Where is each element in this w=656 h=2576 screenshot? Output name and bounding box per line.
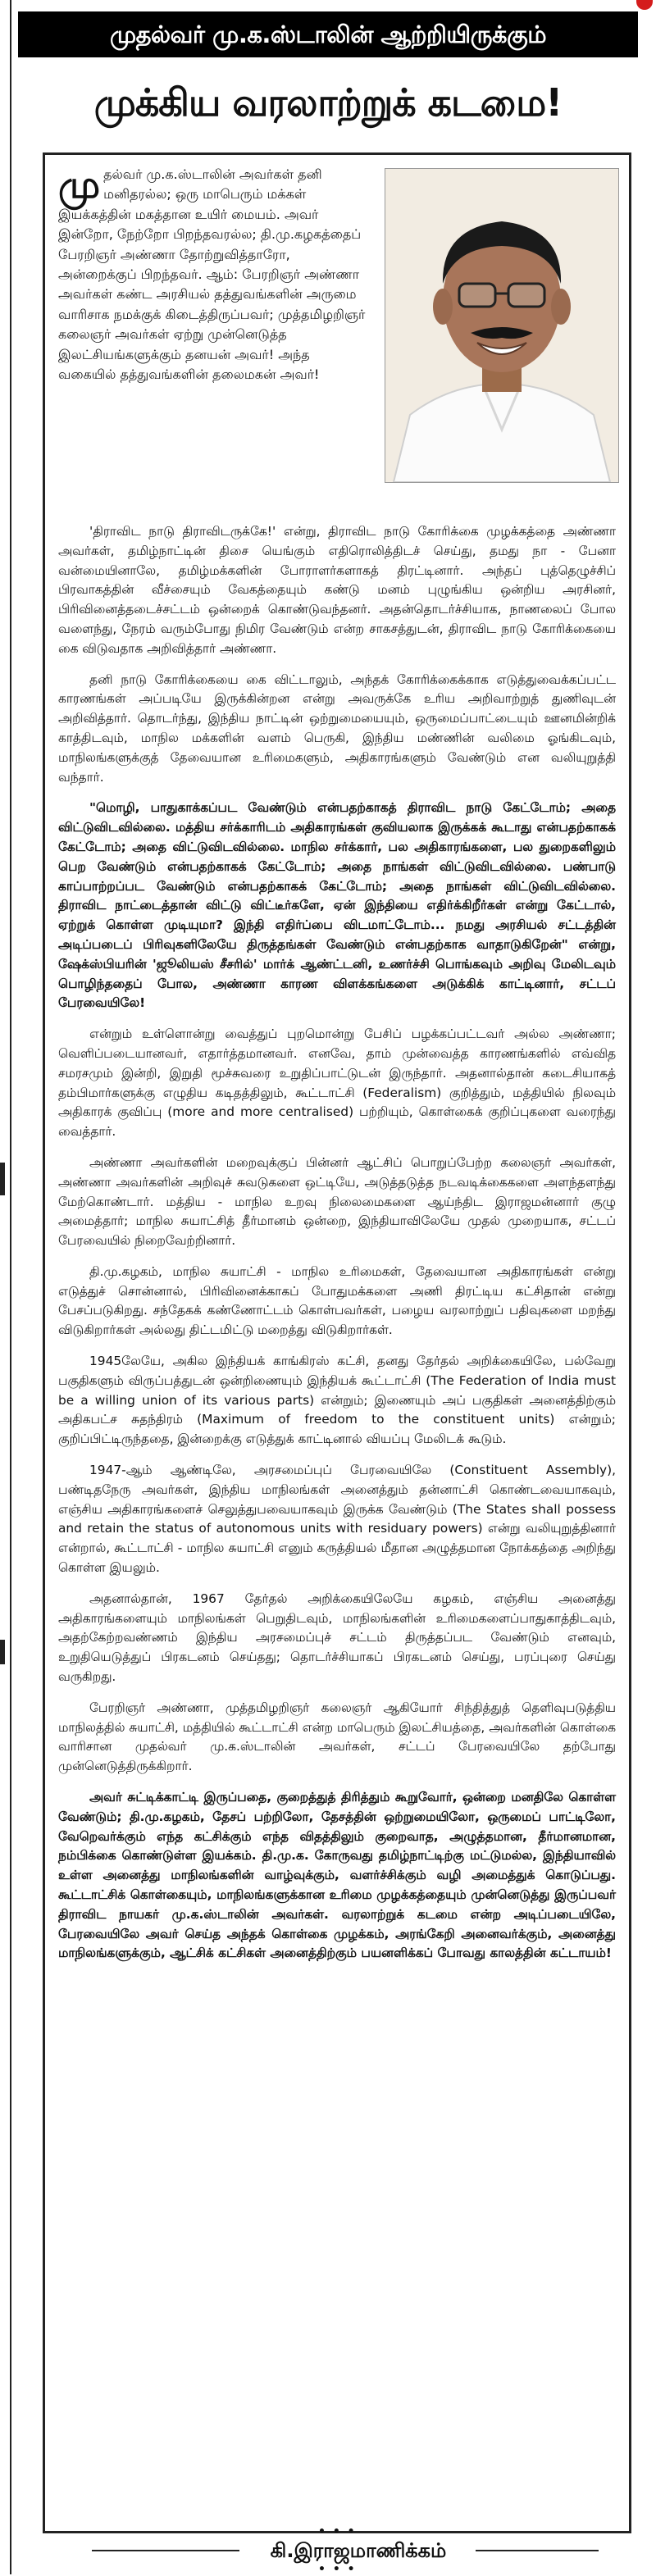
article-paragraph: 1947-ஆம் ஆண்டிலே, அரசமைப்புப் பேரவையிலே (Constituent Assembly), பண்டிதநேரு அவர்கள், இந்திய மாநிலங்கள் அனைத்தும் தன்னாட்சி கொண்டவையாகவும், எஞ்சிய அதிகாரங்களைச் செலுத்துபவையாகவும் இருக்க வேண்டும் (The States shall possess and retain the status of autonomous units with residuary powers) என்று வலியுறுத்தினார் என்றால், கூட்டாட்சி - மாநில சுயாட்சி எனும் கருத்தியல் மீதான அழுத்தமான நோக்கத்தை அறிந்து கொள்ள இயலும். [58, 1463, 616, 1576]
portrait-illustration [385, 169, 618, 482]
left-margin-mark [0, 1163, 5, 1195]
red-corner-tab [636, 0, 653, 10]
drop-cap: மு [58, 165, 101, 207]
byline-rule-left [92, 2550, 239, 2551]
headline: முக்கிய வரலாற்றுக் கடமை! [93, 80, 563, 125]
article-paragraph: என்றும் உள்ளொன்று வைத்துப் புறமொன்று பேசிப் பழக்கப்பட்டவர் அல்ல அண்ணா; வெளிப்படையானவர், எதார்த்தமானவர். எனவே, தாம் முன்வைத்த காரணங்களில் எவ்வித சமரசமும் இன்றி, இறுதி மூச்சுவரை உறுதிப்பாட்டுடன் இருந்தார். அதனால்தான் கடைசியாகத் தம்பிமார்களுக்கு எழுதிய கடிதத்திலும், கூட்டாட்சி (Federalism) குறித்தும், மத்தியில் நிலவும் அதிகாரக் குவிப்பு (more and more centralised) பற்றியும், கொள்கைக் குறிப்புகளை வரைந்து வைத்தார். [58, 1026, 616, 1140]
article-box [43, 152, 631, 2533]
left-page-border [0, 0, 11, 2574]
left-margin-mark [0, 1640, 5, 1664]
quote-paragraph: "மொழி, பாதுகாக்கப்பட வேண்டும் என்பதற்காகத் திராவிட நாடு கேட்டோம்; அதை விட்டுவிடவில்லை. மத்திய சர்க்காரிடம் அதிகாரங்கள் குவியலாக இருக்கக் கூடாது என்பதற்காகக் கேட்டோம்; அதை விட்டுவிடவில்லை. மாநில சர்க்கார், பல அதிகாரங்களை, பல துறைகளிலும் பெற வேண்டும் என்பதற்காகக் கேட்டோம்; அதை நாங்கள் விட்டுவிடவில்லை. பண்பாடு காப்பாற்றப்பட வேண்டும் என்பதற்காகக் கேட்டோம்; அதை நாங்கள் விட்டுவிடவில்லை. திராவிட நாட்டைத்தான் விட்டு விட்டீர்களே, ஏன் இந்தியை எதிர்க்கிறீர்கள் என்று கேட்டால், ஏற்றுக் கொள்ள முடியுமா? இந்தி எதிர்ப்பை விடமாட்டோம்... நமது அரசியல் சட்டத்தின் அடிப்படைப் பிரிவுகளிலேயே திருத்தங்கள் வேண்டும் என்பதற்காக வாதாடுகிறேன்" என்று, ஷேக்ஸ்பியரின் 'ஜூலியஸ் சீசரில்' மார்க் ஆண்ட்டனி, உணர்ச்சி பொங்கவும் அறிவு மேலிடவும் பொழிந்ததைப் போல, அண்ணா காரண விளக்கங்களை அடுக்கிக் காட்டினார், சட்டப் பேரவையிலே! [58, 800, 616, 1011]
article-paragraph: அண்ணா அவர்களின் மறைவுக்குப் பின்னர் ஆட்சிப் பொறுப்பேற்ற கலைஞர் அவர்கள், அண்ணா அவர்களின் அறிவுச் சுவடுகளை ஒட்டியே, அடுத்தடுத்த நடவடிக்கைகளை அளந்தளந்து மேற்கொண்டார். மத்திய - மாநில உறவு நிலைமைகளை ஆய்ந்திட இராஜமன்னார் குழு அமைத்தார்; மாநில சுயாட்சித் தீர்மானம் ஒன்றை, இந்தியாவிலேயே முதல் முறையாக, சட்டப் பேரவையில் நிறைவேற்றினார். [58, 1154, 616, 1249]
kicker-banner: முதல்வர் மு.க.ஸ்டாலின் ஆற்றியிருக்கும் [18, 11, 638, 57]
byline-rule-right [476, 2550, 599, 2551]
article-paragraph: தி.மு.கழகம், மாநில சுயாட்சி - மாநில உரிமைகள், தேவையான அதிகாரங்கள் என்று எடுத்துச் சொன்னால், பிரிவினைக்காகப் போதுமக்களை அணி திரட்டிய கட்சிதான் என்று பேசப்படுகிறது. சந்தேகக் கண்ணோட்டம் கொள்பவர்கள், பழைய வரலாற்றுப் பதிவுகளை மறந்து விடுகிறார்கள் அல்லது திட்டமிட்டு மறைத்து விடுகிறார்கள். [58, 1263, 616, 1338]
closing-paragraph: அவர் சுட்டிக்காட்டி இருப்பதை, குறைத்துத் திரித்தும் கூறுவோர், ஒன்றை மனதிலே கொள்ள வேண்டும்; தி.மு.கழகம், தேசப் பற்றிலோ, தேசத்தின் ஒற்றுமையிலோ, ஒருமைப் பாட்டிலோ, வேறெவர்க்கும் எந்த கட்சிக்கும் எந்த விதத்திலும் குறைவாத, அழுத்தமான, தீர்மானமான, நம்பிக்கை கொண்டுள்ள இயக்கம். தி.மு.க. கோருவது தமிழ்நாட்டிற்கு மட்டுமல்ல, இந்தியாவில் உள்ள அனைத்து மாநிலங்களின் வாழ்வுக்கும், வளர்ச்சிக்கும் வழி அமைத்துக் கொடுப்பது. கூட்டாட்சிக் கொள்கையும், மாநிலங்களுக்கான உரிமை முழக்கத்தையும் முன்னெடுத்து இருப்பவர் திராவிட நாயகர் மு.க.ஸ்டாலின் அவர்கள். வரலாற்றுக் கடமை என்ற அடிப்படையிலே, பேரவையிலே அவர் செய்த அந்தக் கொள்கை முழக்கம், அரங்கேறி அனைவர்க்கும், அனைத்து மாநிலங்களுக்கும், ஆட்சிக் கட்சிகள் அனைத்திற்கும் பயனளிக்கப் போவது காலத்தின் கட்டாயம்! [58, 1790, 616, 1961]
article-body [58, 522, 616, 1975]
author-name: கி.இராஜமாணிக்கம் [270, 2539, 447, 2562]
separator-dots: • • • [318, 2525, 357, 2538]
byline [43, 2535, 631, 2566]
portrait-photo [385, 168, 619, 483]
article-paragraph: பேரறிஞர் அண்ணா, முத்தமிழறிஞர் கலைஞர் ஆகியோர் சிந்தித்துத் தெளிவுபடுத்திய மாநிலத்தில் சுயாட்சி, மத்தியில் கூட்டாட்சி என்ற மாபெரும் இலட்சியத்தை, அவர்களின் கொள்கை வாரிசான முதல்வர் மு.க.ஸ்டாலின் அவர்கள், சட்டப் பேரவையிலே தற்போது முன்னெடுத்திருக்கிறார். [58, 1700, 616, 1774]
article-paragraph: தனி நாடு கோரிக்கையை கை விட்டாலும், அந்தக் கோரிக்கைக்காக எடுத்துவைக்கப்பட்ட காரணங்கள் அப்படியே இருக்கின்றன என்று அவருக்கே உரிய அறிவாற்றுத் துணிவுடன் அறிவித்தார். தொடர்ந்து, இந்திய நாட்டின் ஒற்றுமையையும், ஒருமைப்பாட்டையும் ஊனமின்றிக் காத்திடவும், மாநில மக்களின் வளம் பெருகி, இந்திய மண்ணின் வலிமை ஓங்கிடவும், மாநிலங்களுக்குத் தேவையான உரிமைகளும், அதிகாரங்களும் வேண்டும் என வலியுறுத்தி வந்தார். [58, 671, 616, 785]
intro-paragraph [58, 165, 370, 509]
intro-text: தல்வர் மு.க.ஸ்டாலின் அவர்கள் தனி மனிதரல்ல; ஒரு மாபெரும் மக்கள் இயக்கத்தின் மகத்தான உயிர் மையம். அவர் இன்றோ, நேற்றோ பிறந்தவரல்ல; தி.மு.கழகத்தைப் பேரறிஞர் அண்ணா தோற்றுவித்தாரோ, அன்றைக்குப் பிறந்தவர். ஆம்: பேரறிஞர் அண்ணா அவர்கள் கண்ட அரசியல் தத்துவங்களின் அருமை வாரிசாக நமக்குக் கிடைத்திருப்பவர்; முத்தமிழறிஞர் கலைஞர் அவர்கள் ஏற்று முன்னெடுத்த இலட்சியங்களுக்கும் தனயன் அவர்! அந்த வகையில் தத்துவங்களின் தலைமகன் அவர்! [58, 166, 366, 383]
article-paragraph: 'திராவிட நாடு திராவிடருக்கே!' என்று, திராவிட நாடு கோரிக்கை முழக்கத்தை அண்ணா அவர்கள், தமிழ்நாட்டின் திசை யெங்கும் எதிரொலித்திடச் செய்து, தமது நா - பேனா வன்மையினாலே, தமிழ்மக்களின் போராளர்களாகத் திரட்டினார். அந்தப் புத்தெழுச்சிப் பிரவாகத்தின் வீச்சையும் வேகத்தையும் கண்டு மனம் புழுங்கிய ஒன்றிய அரசினர், பிரிவினைத்தடைச்சட்டம் ஒன்றைக் கொண்டுவந்தனர். அதன்தொடர்ச்சியாக, நாணலைப் போல வளைந்து, நேரம் வரும்போது நிமிர வேண்டும் என்ற சாகசத்துடன், திராவிட நாடு கோரிக்கையை கை விடுவதாக அறிவித்தார் அண்ணா. [58, 524, 616, 656]
article-paragraph: அதனால்தான், 1967 தேர்தல் அறிக்கையிலேயே கழகம், எஞ்சிய அனைத்து அதிகாரங்களையும் மாநிலங்கள் பெறுதிடவும், மாநிலங்களின் உரிமைகளைப்பாதுகாத்திடவும், அதற்கேற்றவண்ணம் இந்திய அரசமைப்புச் சட்டம் திருத்தப்பட வேண்டும் எனவும், உறுதியெடுத்துப் பிரகடனம் செய்தது; தொடர்ச்சியாகப் பிரகடனம் செய்து, பரப்புரை செய்து வருகிறது. [58, 1591, 616, 1685]
article-paragraph: 1945லேயே, அகில இந்தியக் காங்கிரஸ் கட்சி, தனது தேர்தல் அறிக்கையிலே, பல்வேறு பகுதிகளும் விருப்பத்துடன் ஒன்றிணையும் இந்தியக் கூட்டாட்சி (The Federation of India must be a willing union of its various parts) என்றும்; இணையும் அப் பகுதிகள் அனைத்திற்கும் அதிகபட்ச சுதந்திரம் (Maximum of freedom to the constituent units) என்றும்; குறிப்பிட்டிருந்ததை, இன்றைக்கு எடுத்துக் காட்டினால் வியப்பு மேலிடக் கூடும். [58, 1354, 616, 1447]
separator-dots: • • • [318, 2563, 357, 2576]
